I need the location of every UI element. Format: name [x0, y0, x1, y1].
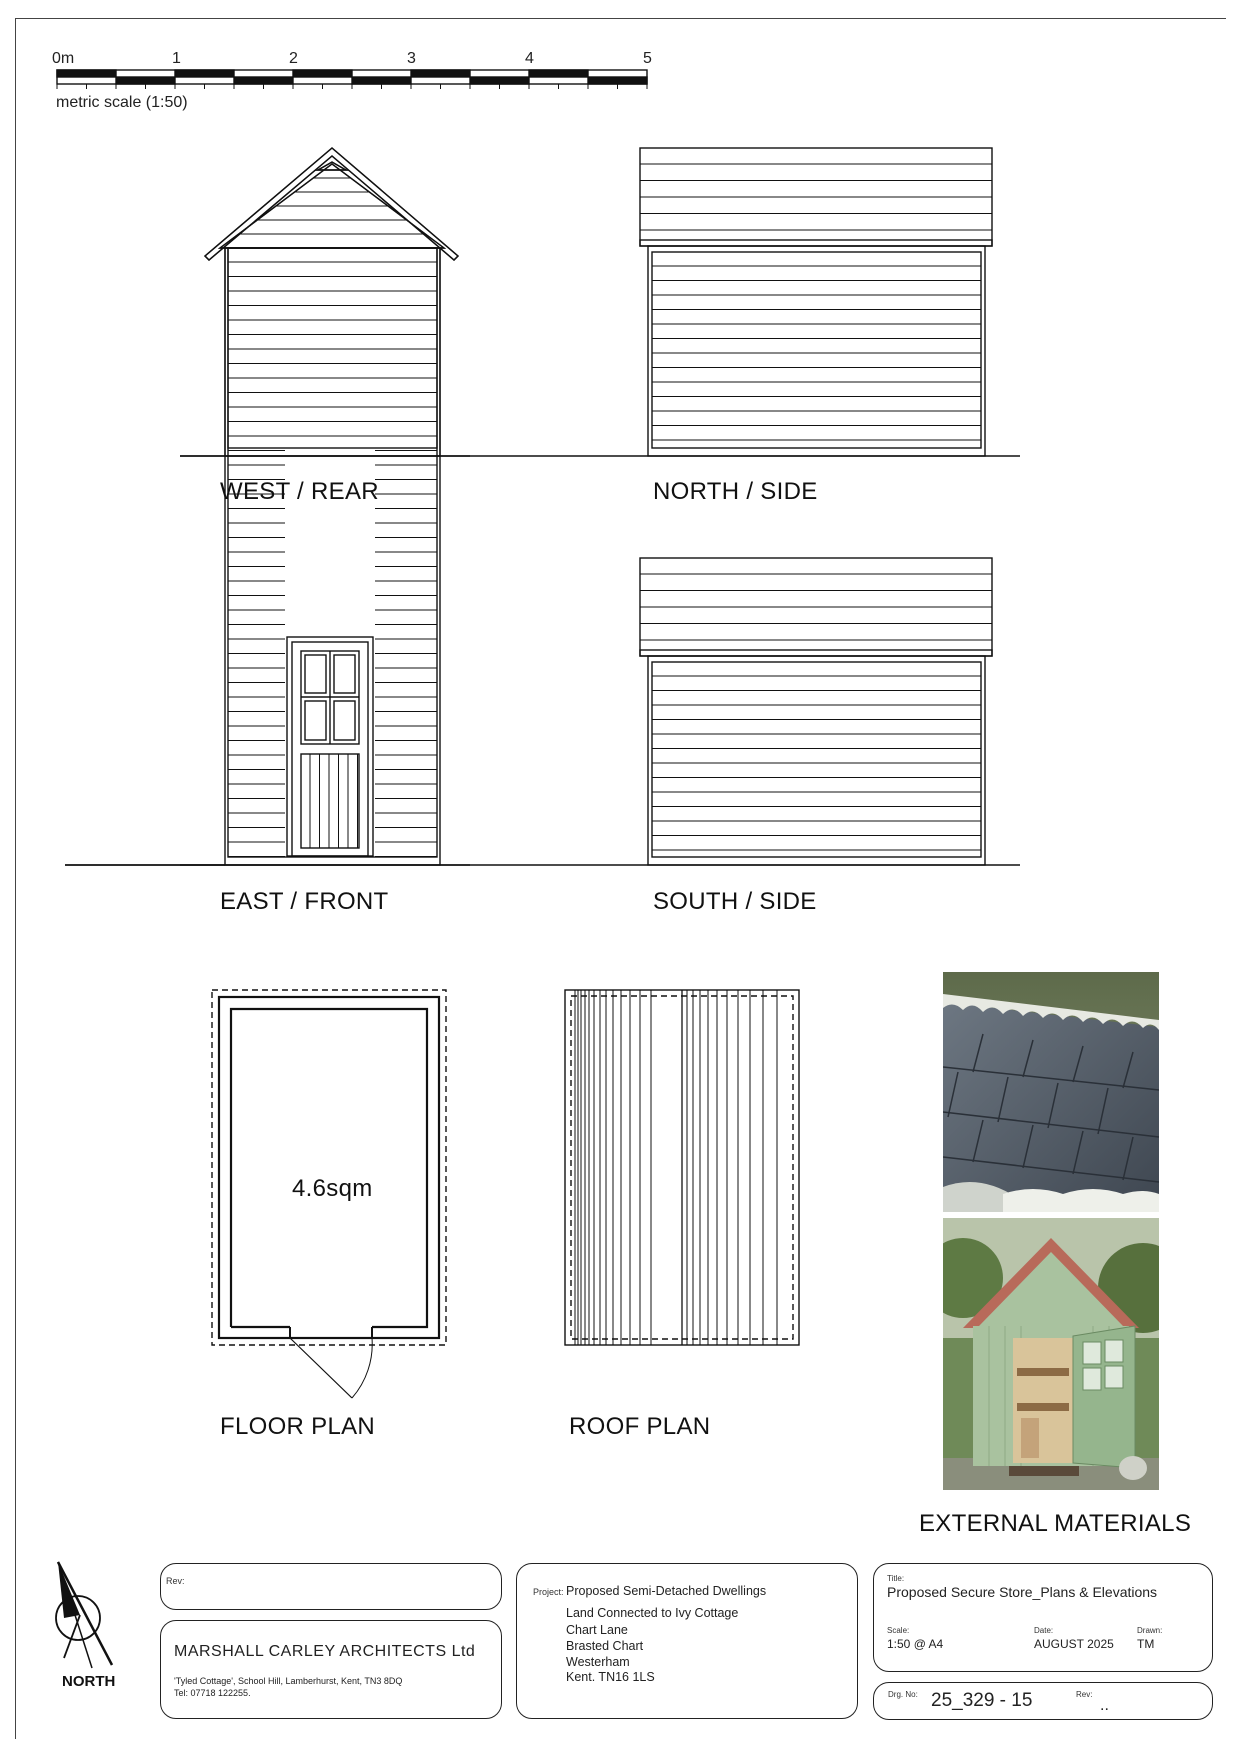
scale-value: 1:50 @ A4 — [887, 1637, 944, 1651]
north-elevation-roof-fascia — [640, 240, 992, 246]
rev-box-label: Rev: — [166, 1576, 185, 1586]
scale-tick-2: 2 — [289, 50, 298, 67]
drawing-rev-value: .. — [1100, 1697, 1109, 1714]
firm-address: 'Tyled Cottage', School Hill, Lamberhurst, Kent, TN3 8DQ — [174, 1676, 403, 1686]
scale-bar-segment — [411, 70, 470, 77]
west-rear-label: WEST / REAR — [220, 478, 379, 505]
floor-plan-door-swing — [352, 1338, 372, 1398]
title-label: Title: — [887, 1574, 905, 1583]
scale-tick-1: 1 — [172, 50, 181, 67]
scale-bar-segment — [234, 77, 293, 84]
scale-bar-segment — [529, 70, 588, 77]
rev-box — [160, 1563, 502, 1610]
floor-plan-door-leaf — [290, 1338, 352, 1398]
scale-caption: metric scale (1:50) — [56, 94, 188, 111]
drawing-number-label: Drg. No: — [888, 1690, 918, 1699]
floor-area-label: 4.6sqm — [292, 1175, 373, 1202]
east-elevation-door-pane — [305, 655, 326, 693]
project-line-5: Westerham — [566, 1655, 630, 1669]
roof-plan-label: ROOF PLAN — [569, 1413, 711, 1440]
scale-bar-segment — [588, 77, 647, 84]
project-label: Project: — [533, 1587, 564, 1597]
scale-bar-segment — [352, 77, 411, 84]
north-arrow-icon — [50, 1560, 130, 1680]
north-label: NORTH — [62, 1673, 116, 1690]
drawn-label: Drawn: — [1137, 1626, 1163, 1635]
green-shed-photo — [943, 1218, 1159, 1490]
scale-bar-segment — [57, 70, 116, 77]
scale-tick-3: 3 — [407, 50, 416, 67]
green-shed-illustration — [943, 1218, 1159, 1490]
date-value: AUGUST 2025 — [1034, 1637, 1114, 1651]
project-line-4: Brasted Chart — [566, 1639, 644, 1653]
external-materials-heading: EXTERNAL MATERIALS — [919, 1510, 1192, 1537]
south-elevation-roof-fascia — [640, 650, 992, 656]
west-elevation-wall — [225, 248, 440, 456]
date-label: Date: — [1034, 1626, 1054, 1635]
scale-tick-5: 5 — [643, 50, 652, 67]
scale-tick-0: 0m — [52, 50, 75, 67]
slate-roof-photo — [943, 972, 1159, 1212]
firm-name: MARSHALL CARLEY ARCHITECTS Ltd — [174, 1643, 476, 1660]
east-elevation-wall — [225, 248, 440, 865]
north-elevation-wall — [648, 246, 985, 456]
floor-plan-inner-wall — [231, 1009, 427, 1327]
east-elevation-door-pane — [305, 701, 326, 740]
south-elevation-wall — [648, 656, 985, 865]
drawing-title: Proposed Secure Store_Plans & Elevations — [887, 1584, 1158, 1600]
drawing-number-box — [873, 1682, 1213, 1720]
north-side-label: NORTH / SIDE — [653, 478, 818, 505]
floor-plan-label: FLOOR PLAN — [220, 1413, 376, 1440]
scale-label: Scale: — [887, 1626, 910, 1635]
project-line-1: Proposed Semi-Detached Dwellings — [566, 1584, 767, 1598]
scale-tick-4: 4 — [525, 50, 534, 67]
scale-bar-segment — [116, 77, 175, 84]
slate-roof-illustration — [943, 972, 1159, 1212]
south-side-label: SOUTH / SIDE — [653, 888, 817, 915]
north-elevation-wall-inner — [652, 252, 981, 448]
drawing-number: 25_329 - 15 — [931, 1690, 1033, 1711]
east-front-label: EAST / FRONT — [220, 888, 389, 915]
floor-plan-overhang — [212, 990, 446, 1345]
project-line-3: Chart Lane — [566, 1623, 628, 1637]
floor-plan-outer-wall — [219, 997, 439, 1338]
scale-bar-segment — [293, 70, 352, 77]
project-line-6: Kent. TN16 1LS — [566, 1670, 655, 1684]
drawn-value: TM — [1137, 1637, 1155, 1651]
architect-box — [160, 1620, 502, 1719]
west-elevation-wall-inner — [228, 248, 437, 448]
east-elevation-door-pane — [334, 655, 355, 693]
project-line-2: Land Connected to Ivy Cottage — [566, 1606, 739, 1620]
south-elevation-wall-inner — [652, 662, 981, 857]
drawing-rev-label: Rev: — [1076, 1690, 1093, 1699]
east-elevation-door-pane — [334, 701, 355, 740]
scale-bar-segment — [175, 70, 234, 77]
firm-telephone: Tel: 07718 122255. — [174, 1688, 251, 1698]
scale-bar-segment — [470, 77, 529, 84]
title-box — [873, 1563, 1213, 1672]
